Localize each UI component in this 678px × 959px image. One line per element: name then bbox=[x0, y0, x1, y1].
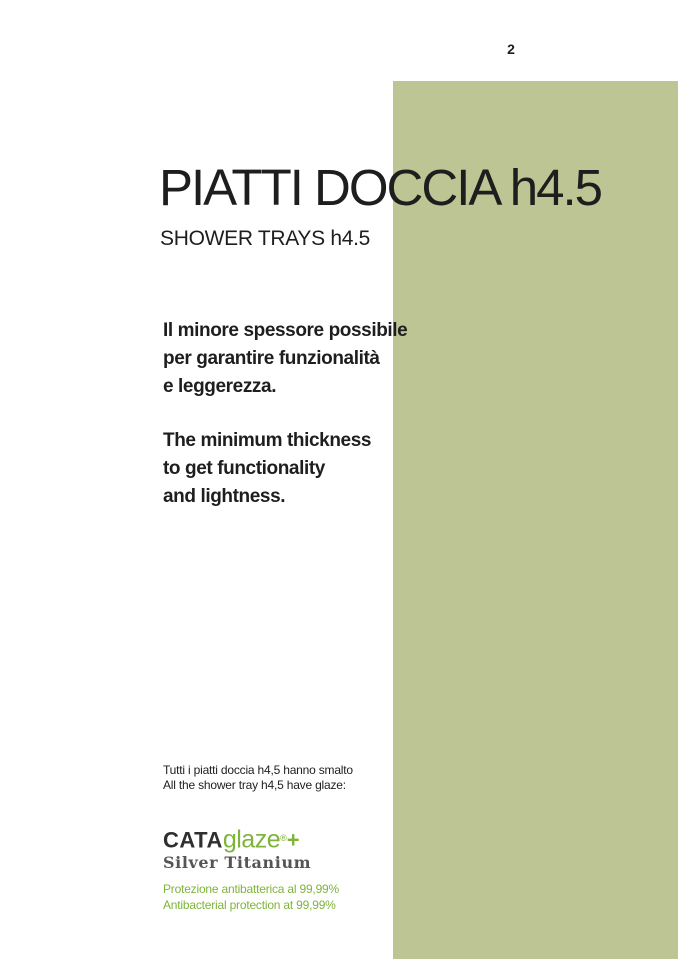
lead-italian-line: Il minore spessore possibile bbox=[163, 320, 408, 341]
lead-italian-line: e leggerezza. bbox=[163, 376, 277, 397]
page-subtitle: SHOWER TRAYS h4.5 bbox=[160, 227, 371, 250]
lead-english-line: to get functionality bbox=[163, 458, 325, 479]
protection-line: Protezione antibatterica al 99,99% bbox=[163, 882, 339, 896]
glaze-note-line: All the shower tray h4,5 have glaze: bbox=[163, 778, 346, 792]
lead-italian-line: per garantire funzionalità bbox=[163, 348, 380, 369]
antibacterial-protection bbox=[163, 881, 339, 913]
logo-brand: CATA bbox=[163, 827, 223, 853]
glaze-note bbox=[163, 763, 353, 793]
lead-english-line: and lightness. bbox=[163, 486, 286, 507]
page-number: 2 bbox=[507, 41, 515, 57]
lead-english bbox=[163, 427, 463, 511]
protection-line: Antibacterial protection at 99,99% bbox=[163, 898, 336, 912]
logo-plus: + bbox=[286, 827, 300, 853]
cataglaze-logo bbox=[163, 823, 300, 853]
page-title: PIATTI DOCCIA h4.5 bbox=[159, 159, 602, 216]
logo-product: glaze bbox=[222, 825, 281, 854]
logo-registered-mark: ® bbox=[280, 833, 287, 843]
logo-subtitle: Silver Titanium bbox=[163, 853, 312, 872]
glaze-note-line: Tutti i piatti doccia h4,5 hanno smalto bbox=[163, 763, 353, 777]
lead-english-line: The minimum thickness bbox=[163, 430, 372, 451]
lead-italian bbox=[163, 317, 463, 401]
